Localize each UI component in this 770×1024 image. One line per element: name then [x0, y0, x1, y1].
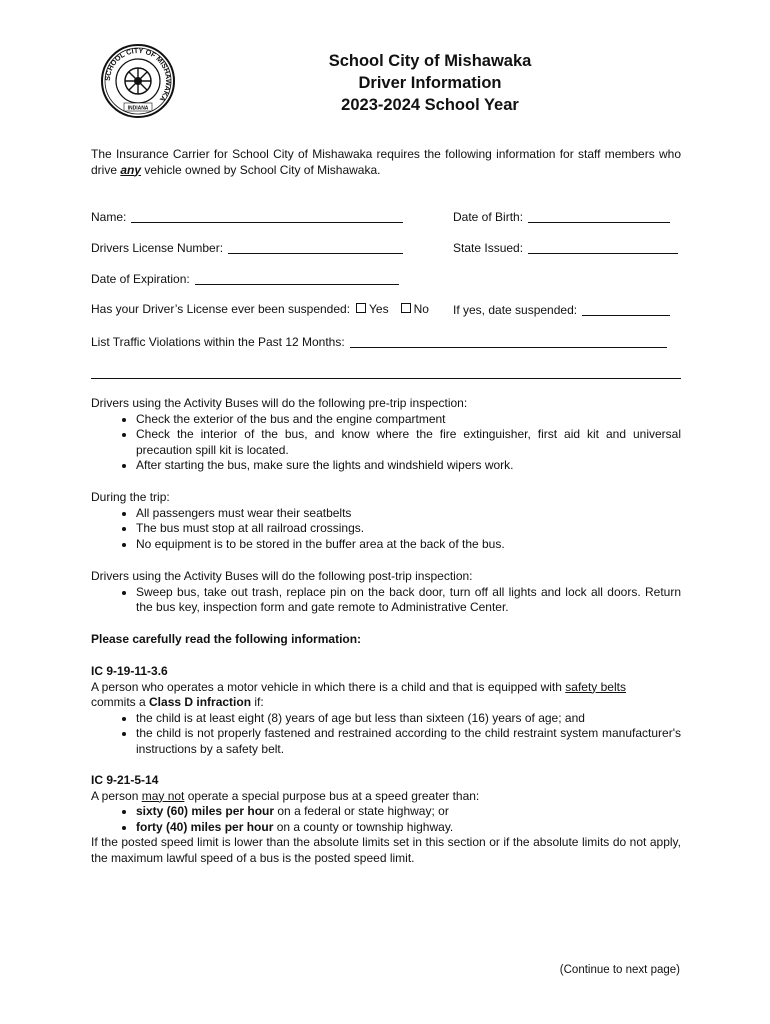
ic1-paragraph-2: commits a Class D infraction if:: [91, 695, 264, 709]
list-item: • The bus must stop at all railroad crossings.: [136, 521, 681, 537]
ic-9-19-11-section: [91, 664, 681, 757]
document-header: [230, 50, 630, 116]
list-item: • Sweep bus, take out trash, replace pin on the back door, turn off all lights and lock all doors. Return the bus key, inspection form and gate remote to Administrative Center.: [136, 585, 681, 616]
header-subtitle: Driver Information: [358, 74, 502, 92]
list-item: • the child is at least eight (8) years of age but less than sixteen (16) years of age; and: [136, 711, 681, 727]
violations-field[interactable]: List Traffic Violations within the Past 12 Months:: [91, 334, 667, 351]
ic1-code: IC 9-19-11-3.6: [91, 664, 168, 678]
state-issued-field[interactable]: State Issued:: [453, 240, 678, 257]
ic-9-21-5-section: [91, 773, 681, 866]
posttrip-section: [91, 569, 681, 616]
violations-extra-line[interactable]: [91, 378, 681, 379]
violations-row: [91, 334, 681, 352]
list-item: • All passengers must wear their seatbelts: [136, 506, 681, 522]
during-trip-section: [91, 490, 681, 552]
svg-text:INDIANA: INDIANA: [127, 105, 149, 112]
expiration-field[interactable]: Date of Expiration:: [91, 271, 399, 288]
list-item: • sixty (60) miles per hour on a federal or state highway; or: [136, 804, 681, 820]
continue-footer: (Continue to next page): [559, 964, 680, 976]
license-number-field[interactable]: Drivers License Number:: [91, 240, 403, 257]
school-seal-logo: [100, 43, 176, 119]
ic2-code: IC 9-21-5-14: [91, 773, 159, 787]
expiration-row: [91, 271, 681, 289]
ic2-after-paragraph: If the posted speed limit is lower than the absolute limits set in this section or if the absolute limits do not apply, the maximum lawful speed of a bus is the posted speed limit.: [91, 835, 681, 865]
name-field[interactable]: Name:: [91, 209, 403, 226]
list-item: • No equipment is to be stored in the buffer area at the back of the bus.: [136, 537, 681, 553]
license-state-row: [91, 240, 681, 258]
list-item: • the child is not properly fastened and restrained according to the child restraint system manufacturer's instructions by a safety belt.: [136, 726, 681, 757]
intro-emphasis: any: [120, 162, 142, 177]
list-item: • forty (40) miles per hour on a county or township highway.: [136, 820, 681, 836]
date-suspended-field[interactable]: If yes, date suspended:: [453, 302, 670, 319]
no-checkbox[interactable]: [401, 303, 411, 313]
read-notice: Please carefully read the following information:: [91, 632, 362, 646]
pretrip-heading: Drivers using the Activity Buses will do the following pre-trip inspection:: [91, 396, 468, 410]
header-school-year: 2023-2024 School Year: [341, 96, 519, 114]
dob-field[interactable]: Date of Birth:: [453, 209, 670, 226]
ic1-paragraph: A person who operates a motor vehicle in which there is a child and that is equipped with safety belts: [91, 679, 626, 694]
header-title: School City of Mishawaka: [328, 52, 532, 70]
pretrip-section: [91, 396, 681, 474]
suspended-question: Has your Driver’s License ever been suspended: Yes No: [91, 302, 429, 316]
list-item: • Check the exterior of the bus and the engine compartment: [136, 412, 681, 428]
svg-text:SCHOOL CITY OF MISHAWAKA: SCHOOL CITY OF MISHAWAKA: [102, 45, 174, 104]
suspended-row: [91, 302, 681, 320]
ic2-paragraph: A person may not operate a special purpose bus at a speed greater than:: [91, 788, 480, 803]
list-item: • Check the interior of the bus, and know where the fire extinguisher, first aid kit and universal precaution spill kit is located.: [136, 427, 681, 458]
list-item: • After starting the bus, make sure the lights and windshield wipers work.: [136, 458, 681, 474]
name-dob-row: [91, 209, 681, 227]
intro-paragraph: The Insurance Carrier for School City of Mishawaka requires the following information for staff members who drive any vehicle owned by School City of Mishawaka.: [91, 147, 681, 177]
during-heading: During the trip:: [91, 490, 170, 504]
yes-checkbox[interactable]: [356, 303, 366, 313]
posttrip-heading: Drivers using the Activity Buses will do the following post-trip inspection:: [91, 569, 473, 583]
